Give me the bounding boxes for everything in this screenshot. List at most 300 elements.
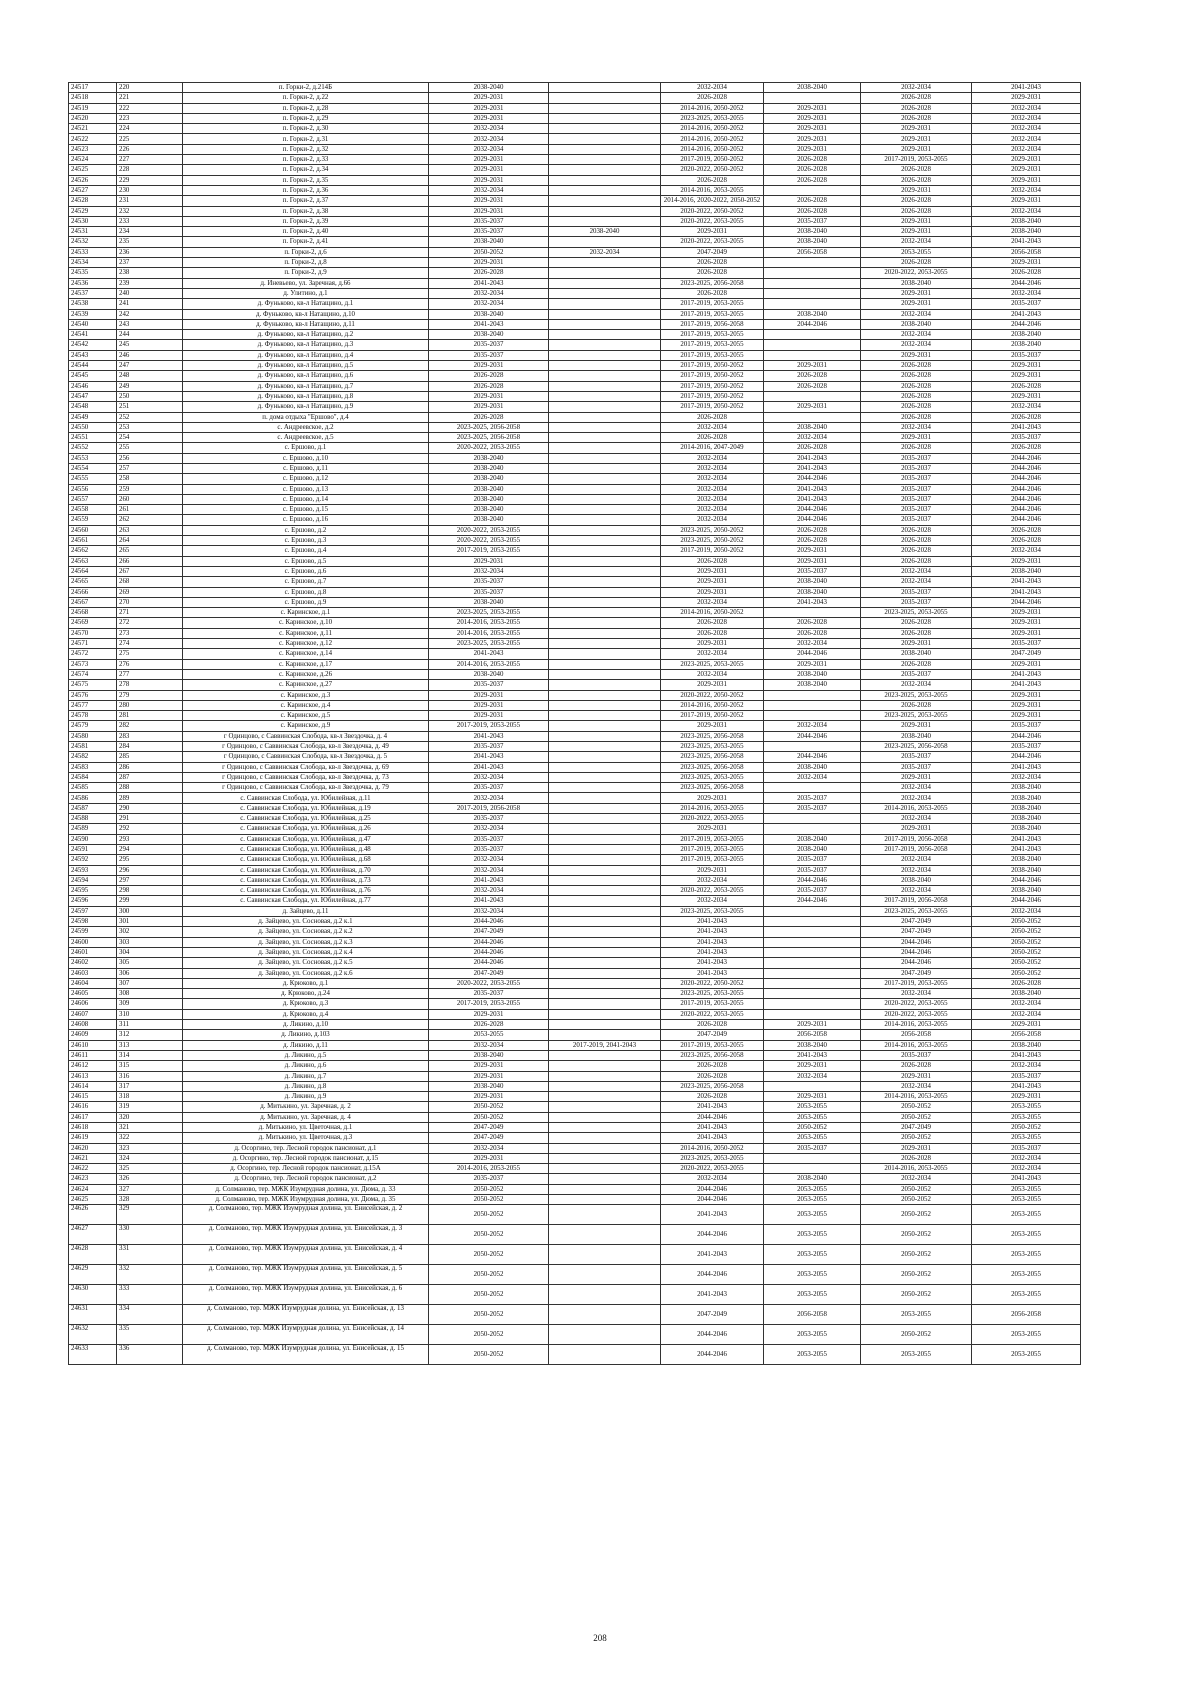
period-4-cell: 2038-2040: [764, 422, 861, 432]
period-1-cell: 2026-2028: [429, 412, 549, 422]
address-cell: с. Саввинская Слобода, ул. Юбилейная, д.77: [183, 896, 429, 906]
table-row: [69, 1050, 1081, 1060]
row-id-cell: 24602: [69, 958, 117, 968]
period-4-cell: [764, 742, 861, 752]
period-5-cell: 2029-2031: [861, 1071, 972, 1081]
period-6-cell: 2044-2046: [972, 597, 1081, 607]
period-1-cell: 2038-2040: [429, 330, 549, 340]
period-6-cell: 2038-2040: [972, 216, 1081, 226]
address-cell: с. Ершово, д.9: [183, 597, 429, 607]
period-5-cell: 2029-2031: [861, 433, 972, 443]
sub-number-cell: 258: [117, 474, 183, 484]
address-cell: г Одинцово, с Саввинская Слобода, кв-л Звездочка, д. 49: [183, 742, 429, 752]
period-6-cell: 2032-2034: [972, 144, 1081, 154]
period-6-cell: 2029-2031: [972, 659, 1081, 669]
period-2-cell: [549, 937, 661, 947]
period-2-cell: 2017-2019, 2041-2043: [549, 1040, 661, 1050]
period-2-cell: [549, 577, 661, 587]
period-2-cell: [549, 494, 661, 504]
period-4-cell: 2026-2028: [764, 371, 861, 381]
sub-number-cell: 225: [117, 134, 183, 144]
period-4-cell: 2038-2040: [764, 227, 861, 237]
period-1-cell: 2014-2016, 2053-2055: [429, 659, 549, 669]
table-row: [69, 237, 1081, 247]
table-row: [69, 999, 1081, 1009]
row-id-cell: 24539: [69, 309, 117, 319]
row-id-cell: 24610: [69, 1040, 117, 1050]
row-id-cell: 24531: [69, 227, 117, 237]
period-1-cell: 2014-2016, 2053-2055: [429, 628, 549, 638]
period-6-cell: 2032-2034: [972, 134, 1081, 144]
period-1-cell: 2041-2043: [429, 278, 549, 288]
period-1-cell: 2032-2034: [429, 1143, 549, 1153]
period-1-cell: 2050-2052: [429, 1225, 549, 1245]
period-1-cell: 2041-2043: [429, 896, 549, 906]
row-id-cell: 24633: [69, 1345, 117, 1365]
address-cell: д. Солманово, тер. МЖК Изумрудная долина, ул. Енисейская, д. 13: [183, 1305, 429, 1325]
period-5-cell: 2044-2046: [861, 937, 972, 947]
period-6-cell: 2044-2046: [972, 319, 1081, 329]
period-5-cell: 2050-2052: [861, 1245, 972, 1265]
period-1-cell: 2050-2052: [429, 1265, 549, 1285]
address-cell: д. Фуньково, кв-л Натащино, д.2: [183, 330, 429, 340]
row-id-cell: 24554: [69, 463, 117, 473]
table-row: [69, 608, 1081, 618]
period-4-cell: 2026-2028: [764, 196, 861, 206]
period-1-cell: 2038-2040: [429, 309, 549, 319]
sub-number-cell: 296: [117, 865, 183, 875]
sub-number-cell: 260: [117, 494, 183, 504]
period-4-cell: 2035-2037: [764, 566, 861, 576]
period-6-cell: 2029-2031: [972, 196, 1081, 206]
period-3-cell: 2020-2022, 2053-2055: [661, 886, 764, 896]
period-2-cell: [549, 772, 661, 782]
period-1-cell: 2023-2025, 2056-2058: [429, 422, 549, 432]
period-5-cell: 2050-2052: [861, 1102, 972, 1112]
period-1-cell: 2029-2031: [429, 1092, 549, 1102]
address-cell: с. Ершово, д.8: [183, 587, 429, 597]
period-4-cell: 2038-2040: [764, 587, 861, 597]
address-cell: г Одинцово, с Саввинская Слобода, кв-л Звездочка, д. 4: [183, 731, 429, 741]
row-id-cell: 24532: [69, 237, 117, 247]
row-id-cell: 24550: [69, 422, 117, 432]
period-6-cell: 2053-2055: [972, 1184, 1081, 1194]
table-row: [69, 989, 1081, 999]
row-id-cell: 24556: [69, 484, 117, 494]
address-cell: с. Каринское, д.10: [183, 618, 429, 628]
period-5-cell: 2035-2037: [861, 515, 972, 525]
period-3-cell: 2020-2022, 2053-2055: [661, 1009, 764, 1019]
period-3-cell: 2041-2043: [661, 1205, 764, 1225]
period-2-cell: [549, 83, 661, 93]
period-6-cell: 2044-2046: [972, 474, 1081, 484]
period-1-cell: 2038-2040: [429, 474, 549, 484]
table-row: [69, 1305, 1081, 1325]
period-2-cell: [549, 1285, 661, 1305]
period-5-cell: 2032-2034: [861, 783, 972, 793]
sub-number-cell: 228: [117, 165, 183, 175]
address-cell: с. Саввинская Слобода, ул. Юбилейная, д.48: [183, 844, 429, 854]
period-3-cell: 2017-2019, 2050-2052: [661, 371, 764, 381]
period-6-cell: 2050-2052: [972, 937, 1081, 947]
period-1-cell: 2050-2052: [429, 1285, 549, 1305]
period-1-cell: 2032-2034: [429, 855, 549, 865]
address-cell: д. Осоргино, тер. Лесной городок пансионат, д.1: [183, 1143, 429, 1153]
address-cell: д. Солманово, тер. МЖК Изумрудная долина, ул. Дюма, д. 35: [183, 1195, 429, 1205]
sub-number-cell: 323: [117, 1143, 183, 1153]
address-cell: д. Митькино, ул. Заречная, д. 2: [183, 1102, 429, 1112]
period-6-cell: 2038-2040: [972, 855, 1081, 865]
period-3-cell: 2014-2016, 2050-2052: [661, 134, 764, 144]
row-id-cell: 24548: [69, 402, 117, 412]
period-2-cell: [549, 1225, 661, 1245]
period-4-cell: [764, 906, 861, 916]
sub-number-cell: 332: [117, 1265, 183, 1285]
period-1-cell: 2038-2040: [429, 237, 549, 247]
period-5-cell: 2020-2022, 2053-2055: [861, 268, 972, 278]
period-5-cell: 2026-2028: [861, 1061, 972, 1071]
address-cell: д. Фуньково, кв-л Натащино, д.8: [183, 391, 429, 401]
period-5-cell: 2026-2028: [861, 536, 972, 546]
address-cell: п. Горки-2, д.35: [183, 175, 429, 185]
sub-number-cell: 273: [117, 628, 183, 638]
period-3-cell: 2014-2016, 2047-2049: [661, 443, 764, 453]
period-5-cell: 2026-2028: [861, 618, 972, 628]
period-1-cell: 2017-2019, 2053-2055: [429, 721, 549, 731]
period-2-cell: [549, 978, 661, 988]
period-3-cell: 2023-2025, 2056-2058: [661, 783, 764, 793]
table-row: [69, 227, 1081, 237]
table-row: [69, 1122, 1081, 1132]
period-3-cell: 2044-2046: [661, 1195, 764, 1205]
period-2-cell: [549, 175, 661, 185]
period-1-cell: 2029-2031: [429, 206, 549, 216]
period-4-cell: 2044-2046: [764, 896, 861, 906]
period-4-cell: 2038-2040: [764, 844, 861, 854]
period-1-cell: 2038-2040: [429, 463, 549, 473]
address-cell: п. Горки-2, д.39: [183, 216, 429, 226]
sub-number-cell: 269: [117, 587, 183, 597]
sub-number-cell: 283: [117, 731, 183, 741]
period-3-cell: 2017-2019, 2053-2055: [661, 999, 764, 1009]
period-1-cell: 2023-2025, 2056-2058: [429, 433, 549, 443]
period-2-cell: [549, 391, 661, 401]
address-cell: д. Солманово, тер. МЖК Изумрудная долина, ул. Енисейская, д. 14: [183, 1325, 429, 1345]
period-6-cell: 2032-2034: [972, 1164, 1081, 1174]
address-cell: с. Каринское, д.9: [183, 721, 429, 731]
period-6-cell: 2032-2034: [972, 1061, 1081, 1071]
period-1-cell: 2017-2019, 2053-2055: [429, 999, 549, 1009]
row-id-cell: 24620: [69, 1143, 117, 1153]
period-3-cell: 2017-2019, 2053-2055: [661, 350, 764, 360]
period-1-cell: 2029-2031: [429, 196, 549, 206]
sub-number-cell: 333: [117, 1285, 183, 1305]
period-1-cell: 2038-2040: [429, 1081, 549, 1091]
period-6-cell: 2029-2031: [972, 155, 1081, 165]
period-1-cell: 2050-2052: [429, 1345, 549, 1365]
period-2-cell: [549, 278, 661, 288]
period-4-cell: 2056-2058: [764, 1030, 861, 1040]
period-5-cell: 2035-2037: [861, 762, 972, 772]
period-1-cell: 2020-2022, 2053-2055: [429, 525, 549, 535]
period-2-cell: [549, 381, 661, 391]
period-1-cell: 2014-2016, 2053-2055: [429, 618, 549, 628]
period-1-cell: 2032-2034: [429, 886, 549, 896]
period-1-cell: 2041-2043: [429, 649, 549, 659]
table-row: [69, 1153, 1081, 1163]
table-row: [69, 937, 1081, 947]
period-2-cell: [549, 752, 661, 762]
row-id-cell: 24575: [69, 680, 117, 690]
address-cell: с. Саввинская Слобода, ул. Юбилейная, д.19: [183, 803, 429, 813]
period-6-cell: 2035-2037: [972, 350, 1081, 360]
period-6-cell: 2053-2055: [972, 1225, 1081, 1245]
period-6-cell: 2035-2037: [972, 299, 1081, 309]
period-3-cell: 2044-2046: [661, 1325, 764, 1345]
period-6-cell: 2050-2052: [972, 958, 1081, 968]
table-row: [69, 855, 1081, 865]
period-3-cell: 2044-2046: [661, 1345, 764, 1365]
period-1-cell: 2029-2031: [429, 556, 549, 566]
address-cell: с. Андреевское, д.2: [183, 422, 429, 432]
sub-number-cell: 316: [117, 1071, 183, 1081]
table-row: [69, 247, 1081, 257]
address-cell: г Одинцово, с Саввинская Слобода, кв-л Звездочка, д. 73: [183, 772, 429, 782]
table-row: [69, 494, 1081, 504]
period-1-cell: 2053-2055: [429, 1030, 549, 1040]
period-6-cell: 2029-2031: [972, 618, 1081, 628]
period-1-cell: 2044-2046: [429, 917, 549, 927]
period-5-cell: 2020-2022, 2053-2055: [861, 999, 972, 1009]
period-3-cell: 2017-2019, 2053-2055: [661, 1040, 764, 1050]
row-id-cell: 24606: [69, 999, 117, 1009]
period-4-cell: 2041-2043: [764, 484, 861, 494]
period-3-cell: 2023-2025, 2053-2055: [661, 113, 764, 123]
address-cell: с. Ершово, д.5: [183, 556, 429, 566]
period-4-cell: 2044-2046: [764, 319, 861, 329]
period-1-cell: 2029-2031: [429, 1061, 549, 1071]
period-1-cell: 2032-2034: [429, 566, 549, 576]
period-4-cell: [764, 711, 861, 721]
sub-number-cell: 327: [117, 1184, 183, 1194]
period-4-cell: [764, 268, 861, 278]
period-6-cell: 2038-2040: [972, 227, 1081, 237]
sub-number-cell: 249: [117, 381, 183, 391]
row-id-cell: 24588: [69, 814, 117, 824]
address-cell: с. Саввинская Слобода, ул. Юбилейная, д.25: [183, 814, 429, 824]
period-4-cell: [764, 958, 861, 968]
row-id-cell: 24545: [69, 371, 117, 381]
row-id-cell: 24629: [69, 1265, 117, 1285]
period-5-cell: 2047-2049: [861, 917, 972, 927]
period-3-cell: 2041-2043: [661, 917, 764, 927]
period-2-cell: [549, 1164, 661, 1174]
period-1-cell: 2032-2034: [429, 185, 549, 195]
row-id-cell: 24543: [69, 350, 117, 360]
period-6-cell: 2053-2055: [972, 1205, 1081, 1225]
period-4-cell: 2041-2043: [764, 494, 861, 504]
table-row: [69, 422, 1081, 432]
period-1-cell: 2029-2031: [429, 361, 549, 371]
period-2-cell: [549, 989, 661, 999]
period-3-cell: 2026-2028: [661, 618, 764, 628]
period-3-cell: 2041-2043: [661, 937, 764, 947]
table-row: [69, 711, 1081, 721]
period-3-cell: 2014-2016, 2020-2022, 2050-2052: [661, 196, 764, 206]
address-cell: п. Горки-2, д.28: [183, 103, 429, 113]
period-3-cell: 2014-2016, 2050-2052: [661, 103, 764, 113]
period-5-cell: 2038-2040: [861, 731, 972, 741]
period-1-cell: 2044-2046: [429, 937, 549, 947]
period-5-cell: 2032-2034: [861, 680, 972, 690]
address-cell: д. Ликино, д.5: [183, 1050, 429, 1060]
sub-number-cell: 246: [117, 350, 183, 360]
sub-number-cell: 331: [117, 1245, 183, 1265]
table-row: [69, 185, 1081, 195]
address-cell: д. Солманово, тер. МЖК Изумрудная долина, ул. Дюма, д. 33: [183, 1184, 429, 1194]
table-row: [69, 1061, 1081, 1071]
period-6-cell: 2044-2046: [972, 463, 1081, 473]
period-2-cell: [549, 268, 661, 278]
period-2-cell: [549, 433, 661, 443]
period-1-cell: 2035-2037: [429, 350, 549, 360]
period-4-cell: 2035-2037: [764, 886, 861, 896]
table-row: [69, 536, 1081, 546]
period-2-cell: [549, 515, 661, 525]
period-6-cell: 2029-2031: [972, 556, 1081, 566]
period-5-cell: 2032-2034: [861, 330, 972, 340]
table-row: [69, 927, 1081, 937]
period-6-cell: 2029-2031: [972, 690, 1081, 700]
period-2-cell: [549, 669, 661, 679]
sub-number-cell: 313: [117, 1040, 183, 1050]
row-id-cell: 24615: [69, 1092, 117, 1102]
period-5-cell: 2023-2025, 2053-2055: [861, 608, 972, 618]
period-6-cell: 2032-2034: [972, 1009, 1081, 1019]
period-5-cell: 2035-2037: [861, 505, 972, 515]
table-row: [69, 875, 1081, 885]
period-1-cell: 2035-2037: [429, 783, 549, 793]
period-3-cell: 2032-2034: [661, 875, 764, 885]
period-1-cell: 2029-2031: [429, 113, 549, 123]
row-id-cell: 24518: [69, 93, 117, 103]
period-3-cell: 2023-2025, 2053-2055: [661, 742, 764, 752]
table-row: [69, 844, 1081, 854]
period-6-cell: 2026-2028: [972, 443, 1081, 453]
period-6-cell: 2038-2040: [972, 330, 1081, 340]
period-3-cell: 2020-2022, 2050-2052: [661, 690, 764, 700]
sub-number-cell: 224: [117, 124, 183, 134]
period-5-cell: 2035-2037: [861, 669, 972, 679]
address-cell: п. Горки-2, д.214Б: [183, 83, 429, 93]
period-2-cell: [549, 124, 661, 134]
sub-number-cell: 284: [117, 742, 183, 752]
period-2-cell: [549, 762, 661, 772]
period-1-cell: 2035-2037: [429, 1174, 549, 1184]
period-2-cell: [549, 330, 661, 340]
row-id-cell: 24627: [69, 1225, 117, 1245]
address-cell: д. Ликино, д.10: [183, 1020, 429, 1030]
sub-number-cell: 237: [117, 258, 183, 268]
sub-number-cell: 287: [117, 772, 183, 782]
period-1-cell: 2041-2043: [429, 319, 549, 329]
sub-number-cell: 312: [117, 1030, 183, 1040]
period-6-cell: 2053-2055: [972, 1245, 1081, 1265]
table-row: [69, 659, 1081, 669]
period-2-cell: [549, 484, 661, 494]
period-6-cell: 2032-2034: [972, 546, 1081, 556]
period-2-cell: [549, 1081, 661, 1091]
period-4-cell: [764, 700, 861, 710]
period-2-cell: [549, 196, 661, 206]
period-2-cell: [549, 165, 661, 175]
period-2-cell: [549, 844, 661, 854]
period-5-cell: 2032-2034: [861, 865, 972, 875]
period-4-cell: 2029-2031: [764, 1092, 861, 1102]
period-6-cell: 2032-2034: [972, 772, 1081, 782]
period-5-cell: 2023-2025, 2056-2058: [861, 742, 972, 752]
address-cell: с. Саввинская Слобода, ул. Юбилейная, д.76: [183, 886, 429, 896]
period-5-cell: 2035-2037: [861, 474, 972, 484]
address-cell: г Одинцово, с Саввинская Слобода, кв-л Звездочка, д. 5: [183, 752, 429, 762]
period-6-cell: 2041-2043: [972, 834, 1081, 844]
period-4-cell: [764, 968, 861, 978]
period-2-cell: [549, 803, 661, 813]
period-1-cell: 2017-2019, 2056-2058: [429, 803, 549, 813]
row-id-cell: 24541: [69, 330, 117, 340]
period-2-cell: [549, 463, 661, 473]
period-4-cell: [764, 258, 861, 268]
period-6-cell: 2032-2034: [972, 206, 1081, 216]
address-cell: с. Ершово, д.10: [183, 453, 429, 463]
period-4-cell: [764, 330, 861, 340]
period-5-cell: 2032-2034: [861, 309, 972, 319]
address-cell: п. Горки-2, д.29: [183, 113, 429, 123]
period-4-cell: 2053-2055: [764, 1112, 861, 1122]
period-5-cell: 2053-2055: [861, 1305, 972, 1325]
period-3-cell: 2044-2046: [661, 1112, 764, 1122]
period-4-cell: [764, 824, 861, 834]
period-3-cell: 2029-2031: [661, 227, 764, 237]
period-3-cell: 2041-2043: [661, 1285, 764, 1305]
row-id-cell: 24538: [69, 299, 117, 309]
period-3-cell: 2029-2031: [661, 793, 764, 803]
period-5-cell: 2044-2046: [861, 958, 972, 968]
period-2-cell: [549, 299, 661, 309]
period-4-cell: [764, 978, 861, 988]
period-5-cell: 2029-2031: [861, 185, 972, 195]
period-4-cell: 2026-2028: [764, 206, 861, 216]
address-cell: с. Саввинская Слобода, ул. Юбилейная, д.73: [183, 875, 429, 885]
period-5-cell: 2035-2037: [861, 484, 972, 494]
period-5-cell: 2050-2052: [861, 1133, 972, 1143]
address-cell: д. Осоргино, тер. Лесной городок пансионат, д.15А: [183, 1164, 429, 1174]
period-3-cell: 2041-2043: [661, 1122, 764, 1132]
period-4-cell: 2053-2055: [764, 1285, 861, 1305]
period-5-cell: 2038-2040: [861, 875, 972, 885]
period-5-cell: 2026-2028: [861, 258, 972, 268]
row-id-cell: 24569: [69, 618, 117, 628]
period-3-cell: 2014-2016, 2050-2052: [661, 1143, 764, 1153]
address-cell: п. Горки-2, д.34: [183, 165, 429, 175]
period-4-cell: 2044-2046: [764, 731, 861, 741]
period-3-cell: 2032-2034: [661, 515, 764, 525]
period-6-cell: 2041-2043: [972, 669, 1081, 679]
period-4-cell: [764, 350, 861, 360]
period-6-cell: 2029-2031: [972, 371, 1081, 381]
period-1-cell: 2032-2034: [429, 865, 549, 875]
period-3-cell: 2017-2019, 2050-2052: [661, 402, 764, 412]
